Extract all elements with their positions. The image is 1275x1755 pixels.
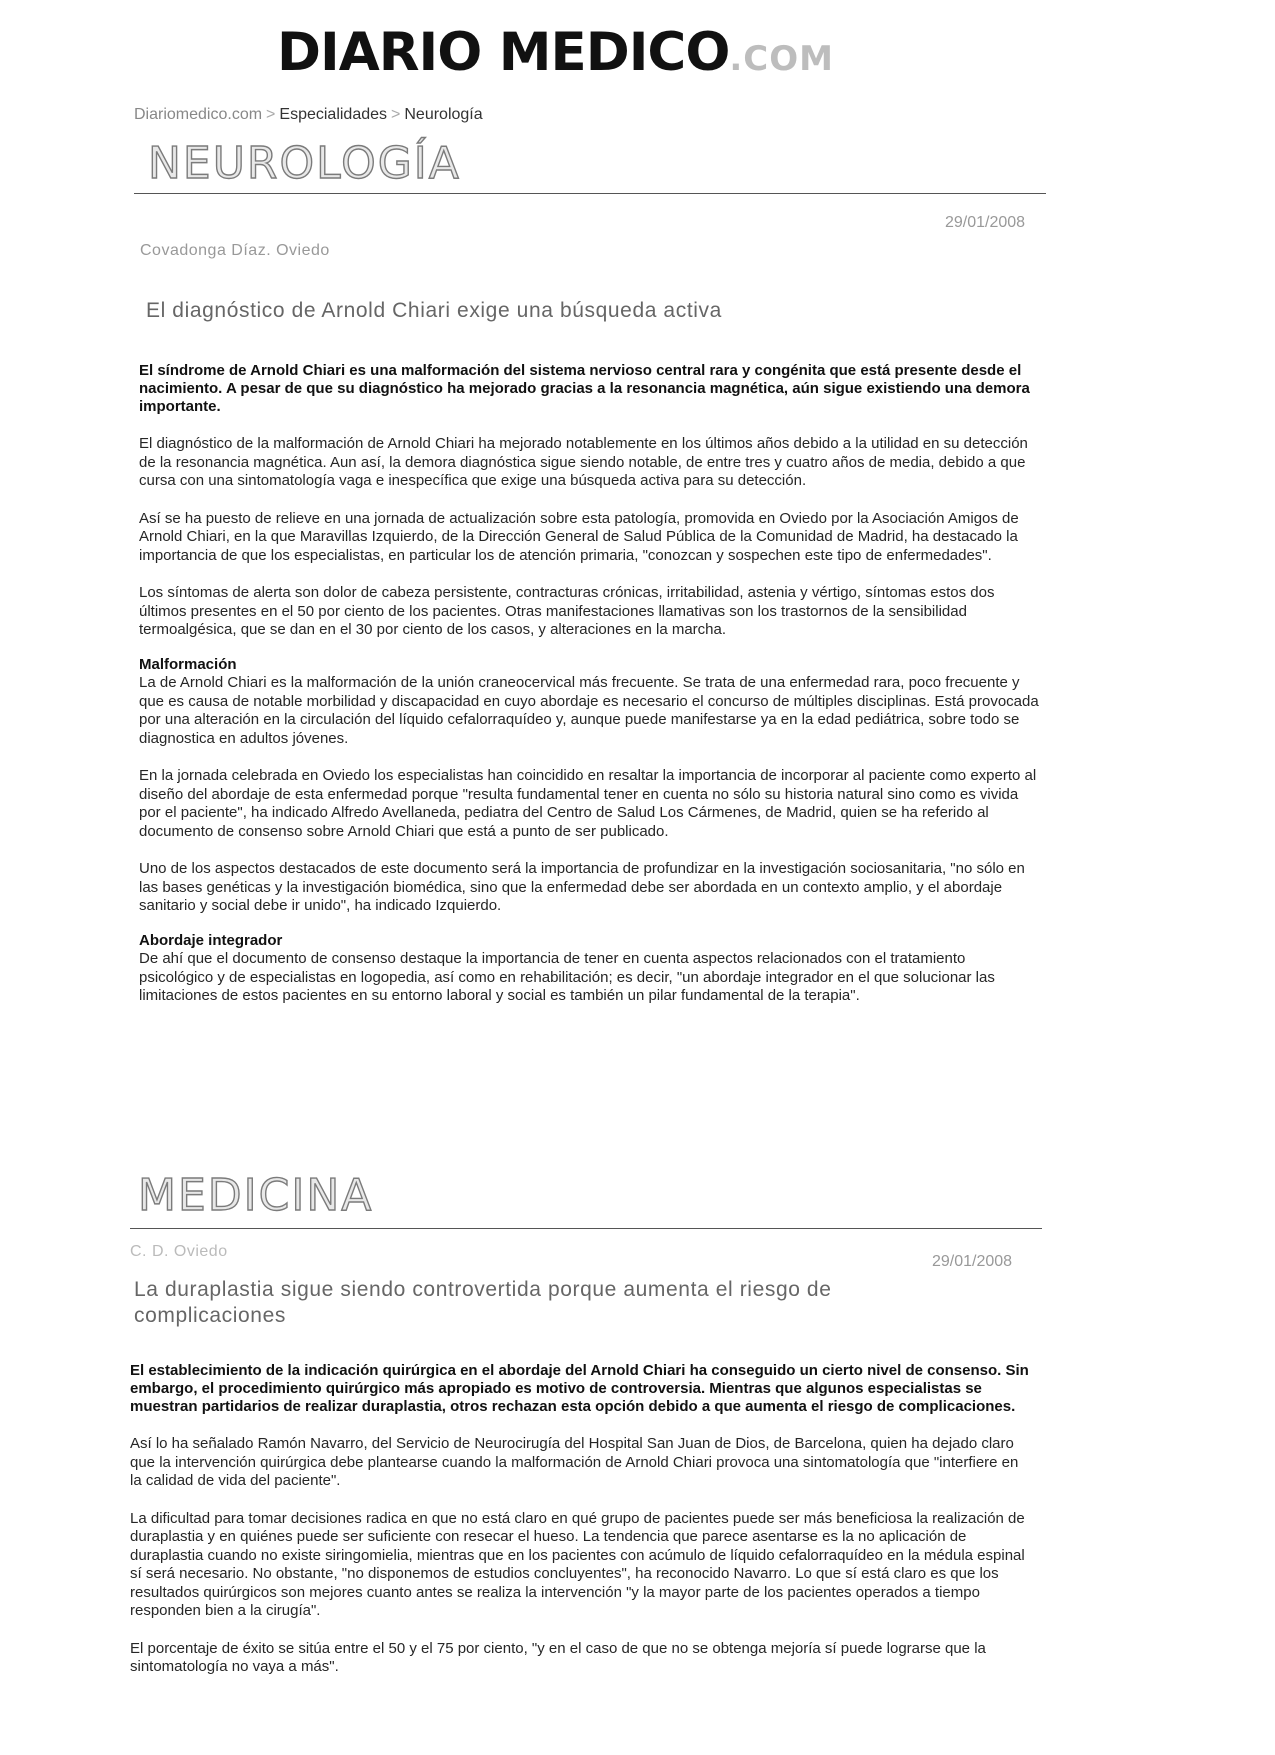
section-divider bbox=[134, 193, 1046, 194]
breadcrumb bbox=[134, 106, 483, 124]
article-paragraph: Los síntomas de alerta son dolor de cabeza persistente, contracturas crónicas, irritabilidad, astenia y vértigo, síntomas estos dos últimos presentes en el 50 por ciento de los pacientes. Otras manifestaciones llamativas son los trastornos de la sensibilidad termoalgésica, que se dan en el 30 por ciento de los casos, y alteraciones en la marcha. bbox=[139, 584, 995, 638]
article-subheading: Abordaje integrador bbox=[139, 931, 283, 949]
section-divider bbox=[130, 1228, 1042, 1229]
article-paragraph: Así lo ha señalado Ramón Navarro, del Servicio de Neurocirugía del Hospital San Juan de Dios, de Barcelona, quien ha dejado claro que la intervención quirúrgica debe plantearse cuando la malformación de Arnold Chiari provoca una sintomatología que "interfiere en la calidad de vida del paciente". bbox=[130, 1435, 1019, 1489]
logo-suffix: .COM bbox=[729, 39, 834, 79]
article-body bbox=[130, 1362, 1030, 1677]
article-author: Covadonga Díaz. Oviedo bbox=[140, 242, 330, 259]
article-paragraph: La de Arnold Chiari es la malformación de la unión craneocervical más frecuente. Se trata de una enfermedad rara, poco frecuente y que es causa de notable morbilidad y discapacidad en cuyo abordaje es necesario el concurso de múltiples disciplinas. Está provocada por una alteración en la circulación del líquido cefalorraquídeo y, aunque puede manifestarse ya en la edad pediátrica, sobre todo se diagnostica en adultos jóvenes. bbox=[139, 674, 1039, 747]
breadcrumb-neurologia[interactable]: Neurología bbox=[404, 106, 483, 123]
article-paragraph: En la jornada celebrada en Oviedo los especialistas han coincidido en resaltar la importancia de incorporar al paciente como experto al diseño del abordaje de esta enfermedad porque "resulta fundamental tener en cuenta no sólo su historia natural sino como es vivida por el paciente", ha indicado Alfredo Avellaneda, pediatra del Centro de Salud Los Cármenes, de Madrid, quien se ha referido al documento de consenso sobre Arnold Chiari que está a punto de ser publicado. bbox=[139, 767, 1037, 840]
section-title-neurologia: NEUROLOGÍA bbox=[148, 138, 461, 189]
article-lead: El establecimiento de la indicación quirúrgica en el abordaje del Arnold Chiari ha conseguido un cierto nivel de consenso. Sin embargo, el procedimiento quirúrgico más apropiado es motivo de controversia. Mientras que algunos especialistas se muestran partidarios de realizar duraplastia, otros rechazan esta opción debido a que aumenta el riesgo de complicaciones. bbox=[130, 1362, 1029, 1415]
breadcrumb-especialidades[interactable]: Especialidades bbox=[279, 106, 388, 123]
article-headline: La duraplastia sigue siendo controvertida porque aumenta el riesgo de complicaciones bbox=[134, 1278, 832, 1327]
breadcrumb-separator: > bbox=[391, 106, 401, 123]
article-date: 29/01/2008 bbox=[932, 1253, 1013, 1270]
article-body bbox=[139, 362, 1039, 1006]
article-headline: El diagnóstico de Arnold Chiari exige una búsqueda activa bbox=[146, 299, 722, 322]
article-paragraph: El porcentaje de éxito se sitúa entre el 50 y el 75 por ciento, "y en el caso de que no se obtenga mejoría sí puede lograrse que la sintomatología no vaya a más". bbox=[130, 1639, 986, 1675]
article-date: 29/01/2008 bbox=[945, 214, 1026, 231]
article-author: C. D. Oviedo bbox=[130, 1243, 228, 1260]
article-subheading: Malformación bbox=[139, 655, 237, 673]
article-paragraph: El diagnóstico de la malformación de Arnold Chiari ha mejorado notablemente en los últimos años debido a la utilidad en su detección de la resonancia magnética. Aun así, la demora diagnóstica sigue siendo notable, de entre tres y cuatro años de media, debido a que cursa con una sintomatología vaga e inespecífica que exige una búsqueda activa para su detección. bbox=[139, 435, 1028, 489]
article-paragraph: De ahí que el documento de consenso destaque la importancia de tener en cuenta aspectos relacionados con el tratamiento psicológico y de especialistas en logopedia, así como en rehabilitación; es decir, "un abordaje integrador en el que solucionar las limitaciones de estos pacientes en su entorno laboral y social es también un pilar fundamental de la terapia". bbox=[139, 950, 995, 1004]
article-paragraph: Uno de los aspectos destacados de este documento será la importancia de profundizar en la investigación sociosanitaria, "no sólo en las bases genéticas y la investigación biomédica, sino que la enfermedad debe ser abordada en un contexto amplio, y el abordaje sanitario y social debe ir unido", ha indicado Izquierdo. bbox=[139, 860, 1025, 914]
article-paragraph: La dificultad para tomar decisiones radica en que no está claro en qué grupo de pacientes puede ser más beneficiosa la realización de duraplastia y en quiénes puede ser suficiente con resecar el hueso. La tendencia que parece asentarse es la no aplicación de duraplastia cuando no existe siringomielia, mientras que en los pacientes con acúmulo de líquido cefalorraquídeo en la médula espinal sí será necesario. No obstante, "no disponemos de estudios concluyentes", ha reconocido Navarro. Lo que sí está claro es que los resultados quirúrgicos son mejores cuanto antes se realiza la intervención "y la mayor parte de los pacientes operados a tiempo responden bien a la cirugía". bbox=[130, 1509, 1025, 1619]
breadcrumb-home[interactable]: Diariomedico.com bbox=[134, 106, 263, 123]
article-lead: El síndrome de Arnold Chiari es una malformación del sistema nervioso central rara y congénita que está presente desde el nacimiento. A pesar de que su diagnóstico ha mejorado gracias a la resonancia magnética, aún sigue existiendo una demora importante. bbox=[139, 362, 1030, 415]
site-logo[interactable]: DIARIO MEDICO.COM bbox=[277, 22, 834, 83]
article-paragraph: Así se ha puesto de relieve en una jornada de actualización sobre esta patología, promovida en Oviedo por la Asociación Amigos de Arnold Chiari, en la que Maravillas Izquierdo, de la Dirección General de Salud Pública de la Comunidad de Madrid, ha destacado la importancia de que los especialistas, en particular los de atención primaria, "conozcan y sospechen este tipo de enfermedades". bbox=[139, 509, 1019, 564]
breadcrumb-separator: > bbox=[266, 106, 276, 123]
section-title-medicina: MEDICINA bbox=[138, 1170, 374, 1221]
